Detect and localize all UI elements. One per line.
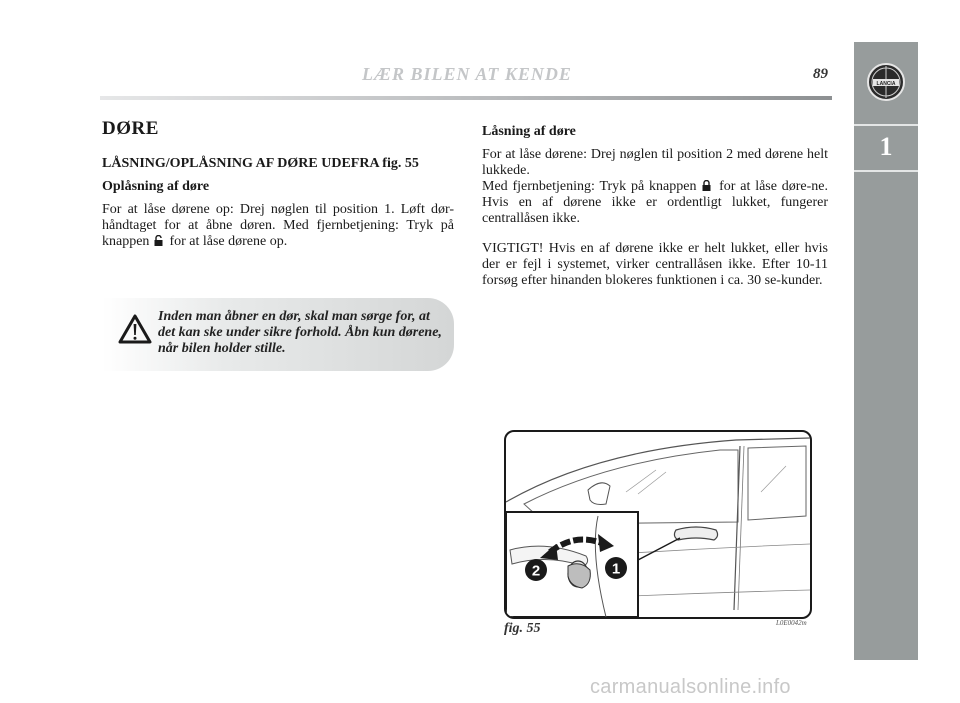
chapter-number: 1 xyxy=(879,132,893,161)
chapter-sidebar xyxy=(854,42,918,660)
warning-triangle-icon xyxy=(118,314,152,344)
left-column xyxy=(102,118,454,256)
subsection-heading: LÅSNING/OPLÅSNING AF DØRE UDEFRA fig. 55 xyxy=(102,156,419,171)
lock-paragraph-1: For at låse dørene: Drej nøglen til position 2 med dørene helt lukkede. xyxy=(482,147,828,178)
running-header-title: LÆR BILEN AT KENDE xyxy=(362,64,572,84)
glass-reflection-1 xyxy=(626,470,656,492)
unlock-text-b: for at låse dørene op. xyxy=(169,234,288,249)
car-door-illustration xyxy=(506,432,810,617)
window-rear xyxy=(748,446,806,520)
section-title: DØRE xyxy=(102,118,159,139)
important-paragraph: VIGTIGT! Hvis en af dørene ikke er helt lukket, eller hvis der er fejl i systemet, virker centrallåsen ikke. Efter 10-11 forsøg efter hinanden blokeres funktionen i ca. 30 se-kunder. xyxy=(482,241,828,288)
lock-icon xyxy=(702,180,711,191)
sidebar-divider-top xyxy=(854,124,918,126)
glass-reflection-2 xyxy=(638,472,666,494)
door-handle xyxy=(674,527,717,540)
logo-wordmark: LANCIA xyxy=(876,80,896,87)
label-1: 1 xyxy=(611,560,621,578)
lancia-shield-icon xyxy=(866,58,906,106)
lock-text-b: for at låse døre-ne. Hvis en af dørene ikke er ordentligt lukket, fungerer centrallåsen ikke. xyxy=(482,179,829,226)
right-column xyxy=(482,124,828,295)
figure-caption: fig. 55 xyxy=(504,621,541,636)
inset-leader xyxy=(638,538,680,560)
page-number: 89 xyxy=(813,66,828,82)
glass-reflection-3 xyxy=(761,466,786,492)
unlock-paragraph xyxy=(102,202,454,250)
unlock-heading: Oplåsning af døre xyxy=(102,179,210,194)
side-mirror xyxy=(588,483,610,505)
header-rule xyxy=(100,96,832,100)
label-2: 2 xyxy=(531,562,541,580)
lock-paragraph-2 xyxy=(482,179,828,227)
lock-heading: Låsning af døre xyxy=(482,124,576,139)
watermark: carmanualsonline.info xyxy=(590,676,791,698)
warning-box xyxy=(102,298,454,371)
warning-text: Inden man åbner en dør, skal man sørge for, at det kan ske under sikre forhold. Åbn kun dørene, når bilen holder stille. xyxy=(158,309,442,356)
figure-code: L0E0042m xyxy=(776,619,807,627)
lock-text-a: Med fjernbetjening: Tryk på knappen xyxy=(482,179,697,194)
figure-car-door xyxy=(504,430,812,619)
sidebar-divider-bottom xyxy=(854,170,918,172)
sidebar-logo-area xyxy=(854,42,918,122)
unlock-icon xyxy=(154,235,163,246)
unlock-text-a: For at låse dørene op: Drej nøglen til position 1. Løft dør-håndtaget for at åbne døren. Med fjernbetjening: Tryk på knappen xyxy=(102,202,454,249)
